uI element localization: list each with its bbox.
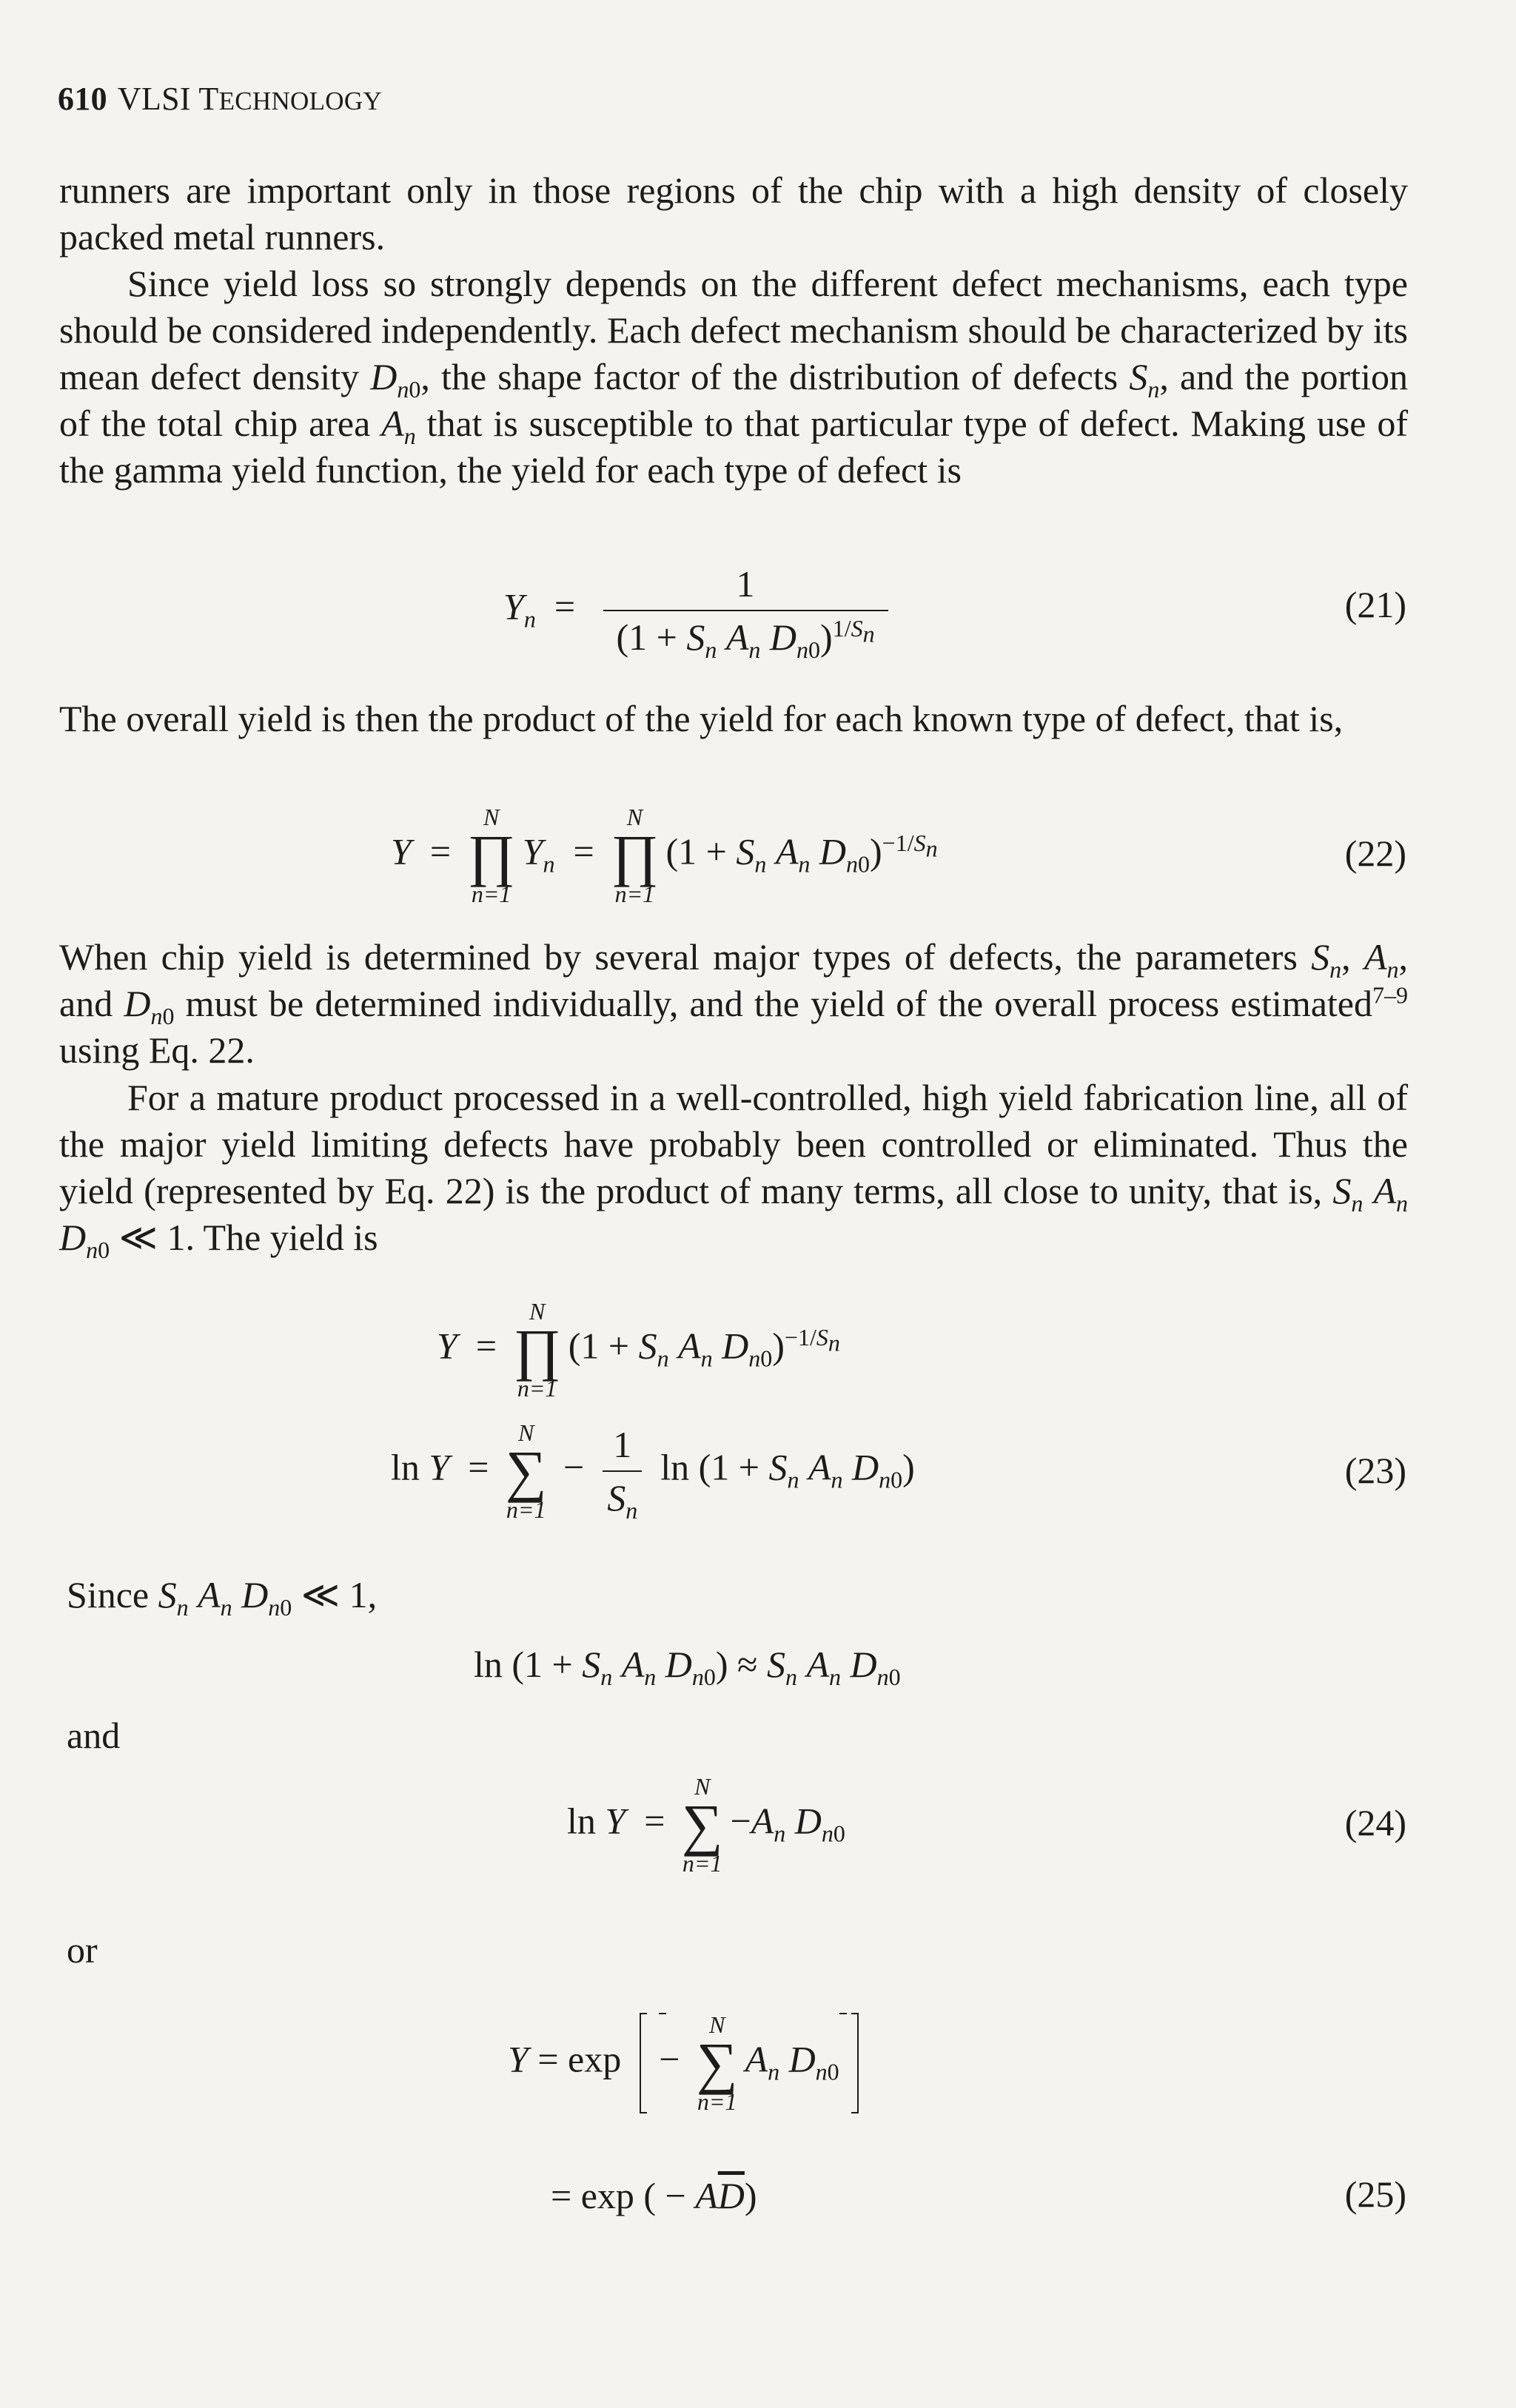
- equation-number-24: (24): [1344, 1802, 1406, 1843]
- approximation-equation: $\ln (1 + S_n$ $A_n$ $D_{n0}) \approx S_n$ $A_n$ $D_{n0}$: [474, 1644, 901, 1690]
- word-or: or: [67, 1929, 98, 1971]
- running-header: [58, 80, 382, 118]
- equation-25-line1: Y = exp − N ∑ n=1 $A_n$ $D_{n0}$: [508, 2013, 859, 2113]
- equation-22: Y = N ∏ n=1 $Y_n$ = N ∏ n=1 ($1 + S_n$ $A_n$ $D_{n0})^{-1/S_n}$: [391, 804, 938, 907]
- paragraph-1: runners are important only in those regions of the chip with a high density of closely packed metal runners.: [59, 169, 1408, 258]
- equation-number-21: (21): [1344, 584, 1406, 625]
- equation-25-line2: = exp ( − $A\overline{D}$): [551, 2175, 757, 2216]
- book-title: VLSI TECHNOLOGY: [117, 81, 383, 117]
- equation-number-22: (22): [1344, 833, 1406, 874]
- paragraph-5: For a mature product processed in a well-controlled, high yield fabrication line, all of the major yield limiting defects have probably been controlled or eliminated. Thus the yield (represented by Eq. 22) is the product of many terms, all close to unity, that is, $S_n$ $A_n$ $D_{n0}$ ≪ 1. The yield is: [59, 1077, 1409, 1263]
- paragraph-4: When chip yield is determined by several major types of defects, the parameters $S_n$, $A_n$, and $D_{n0}$ must be determined individually, and the yield of the overall process estimated$^{7-9}$ using Eq. 22.: [59, 936, 1408, 1071]
- equation-23-line1: Y = N ∏ n=1 ($1 + S_n$ $A_n$ $D_{n0})^{-1/S_n}$: [437, 1298, 840, 1402]
- paragraph-3: The overall yield is then the product of the yield for each known type of defect, that is,: [59, 698, 1344, 739]
- equation-24: ln Y = N ∑ n=1 $-A_n$ $D_{n0}$: [567, 1773, 845, 1877]
- since-clause: Since $S_n$ $A_n$ $D_{n0}$ ≪ 1,: [67, 1574, 378, 1621]
- page-number: 610: [58, 81, 107, 117]
- equation-23-line2: ln Y = N ∑ n=1 − $\frac{1}{S_n}$ $\ln (1 + S_n$ $A_n$ $D_{n0}$): [391, 1419, 915, 1524]
- word-and: and: [67, 1715, 121, 1756]
- equation-number-25: (25): [1344, 2173, 1406, 2215]
- paragraph-2: Since yield loss so strongly depends on the different defect mechanisms, each type should be considered independently. Each defect mechanism should be characterized by its mean defect density $D_{n0}$, the shape factor of the distribution of defects $S_n$, and the portion of the total chip area $A_n$ that is susceptible to that particular type of defect. Making use of the gamma yield function, the yield for each type of defect is: [59, 263, 1408, 491]
- equation-21: $Y_n$ = $\frac{1}{(1 + S_n A_n D_{n0})^{1/S_n}}$: [503, 562, 888, 659]
- equation-number-23: (23): [1344, 1450, 1406, 1491]
